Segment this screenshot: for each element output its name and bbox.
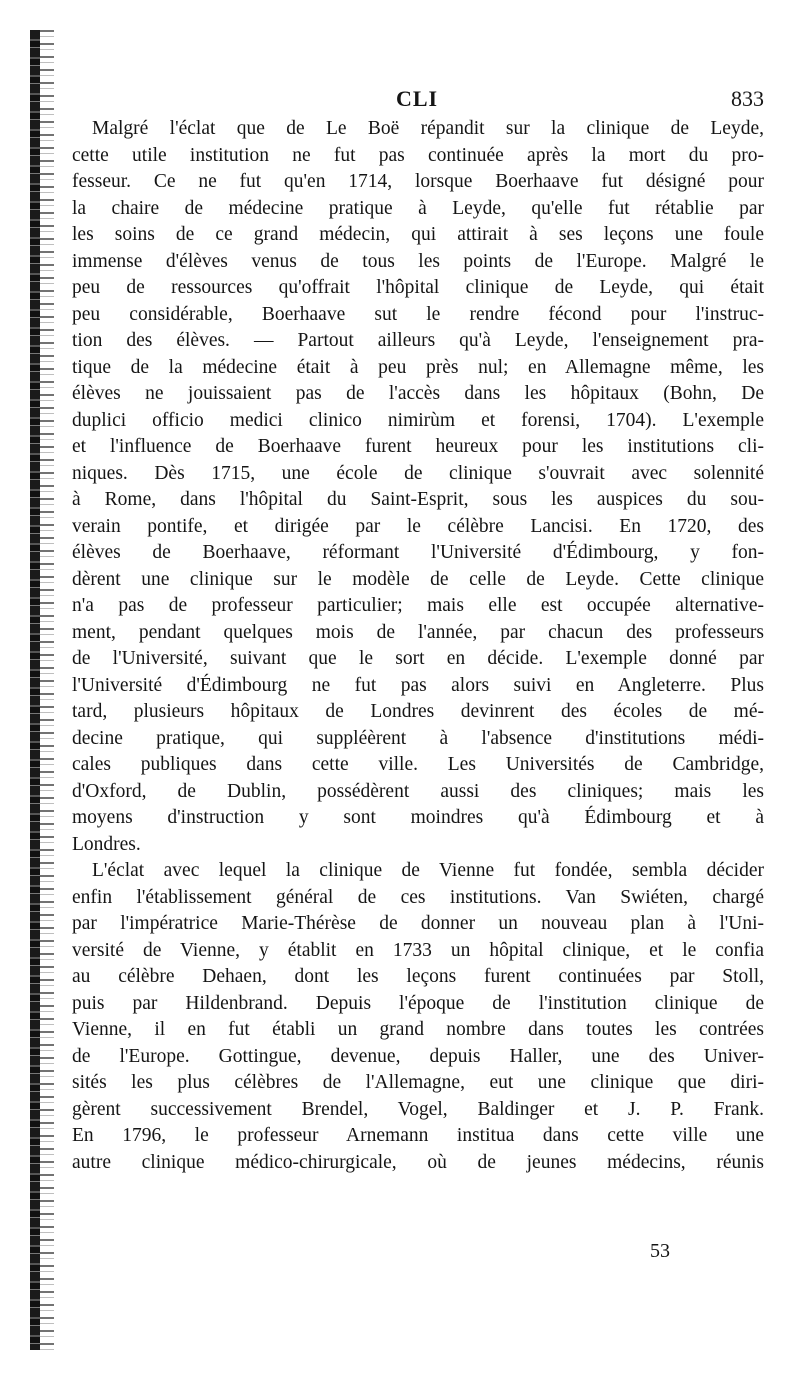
text-line: dèrent une clinique sur le modèle de celle de Leyde. Cette clinique [72, 568, 764, 590]
text-line: de l'Université, suivant que le sort en décide. L'exemple donné par [72, 648, 764, 669]
text-line: les soins de ce grand médecin, qui attirait à ses leçons une foule [72, 224, 764, 245]
text-line: Londres. [72, 833, 141, 855]
paragraph-1 [72, 116, 764, 858]
text-line: En 1796, le professeur Arnemann institua dans cette ville une [72, 1125, 764, 1146]
text-line: élèves de Boerhaave, réformant l'Université d'Édimbourg, y fon- [72, 542, 764, 563]
text-line: cales publiques dans cette ville. Les Universités de Cambridge, [72, 754, 764, 775]
text-line: au célèbre Dehaen, dont les leçons furent continuées par Stoll, [72, 966, 764, 987]
text-line: niques. Dès 1715, une école de clinique s'ouvrait avec solennité [72, 462, 764, 484]
text-line: par l'impératrice Marie-Thérèse de donner un nouveau plan à l'Uni- [72, 913, 764, 934]
text-line: puis par Hildenbrand. Depuis l'époque de l'institution clinique de [72, 992, 764, 1014]
text-line: peu considérable, Boerhaave sut le rendre fécond pour l'instruc- [72, 303, 764, 325]
text-line: verain pontife, et dirigée par le célèbre Lancisi. En 1720, des [72, 515, 764, 537]
text-line: immense d'élèves venus de tous les points de l'Europe. Malgré le [72, 250, 764, 272]
text-line: élèves ne jouissaient pas de l'accès dans les hôpitaux (Bohn, De [72, 383, 764, 404]
text-line: n'a pas de professeur particulier; mais elle est occupée alternative- [72, 595, 764, 616]
page-edge-shadow [40, 30, 54, 1350]
text-line: tique de la médecine était à peu près nul; en Allemagne même, les [72, 356, 764, 378]
text-line: versité de Vienne, y établit en 1733 un hôpital clinique, et le confia [72, 939, 764, 961]
body-text [72, 116, 764, 1176]
text-line: Vienne, il en fut établi un grand nombre dans toutes les contrées [72, 1019, 764, 1040]
text-line: ment, pendant quelques mois de l'année, par chacun des professeurs [72, 621, 764, 643]
text-line: sités les plus célèbres de l'Allemagne, eut une clinique que diri- [72, 1072, 764, 1093]
text-line: Malgré l'éclat que de Le Boë répandit sur la clinique de Leyde, [92, 118, 764, 139]
text-line: à Rome, dans l'hôpital du Saint-Esprit, sous les auspices du sou- [72, 489, 764, 510]
text-line: enfin l'établissement général de ces institutions. Van Swiéten, chargé [72, 886, 764, 908]
text-line: gèrent successivement Brendel, Vogel, Baldinger et J. P. Frank. [72, 1098, 764, 1120]
text-line: moyens d'instruction y sont moindres qu'à Édimbourg et à [72, 807, 764, 828]
paragraph-2 [72, 858, 764, 1176]
text-line: la chaire de médecine pratique à Leyde, qu'elle fut rétablie par [72, 197, 764, 219]
text-line: d'Oxford, de Dublin, possédèrent aussi des cliniques; mais les [72, 780, 764, 802]
text-line: L'éclat avec lequel la clinique de Vienne fut fondée, sembla décider [92, 860, 764, 881]
text-line: duplici officio medici clinico nimirùm et forensi, 1704). L'exemple [72, 409, 764, 431]
text-line: cette utile institution ne fut pas continuée après la mort du pro- [72, 144, 764, 166]
text-line: et l'influence de Boerhaave furent heureux pour les institutions cli- [72, 436, 764, 457]
signature-mark: 53 [650, 1240, 670, 1262]
text-line: fesseur. Ce ne fut qu'en 1714, lorsque Boerhaave fut désigné pour [72, 171, 764, 192]
text-line: de l'Europe. Gottingue, devenue, depuis Haller, une des Univer- [72, 1045, 764, 1067]
page-header [72, 86, 764, 116]
text-line: autre clinique médico-chirurgicale, où de jeunes médecins, réunis [72, 1151, 764, 1173]
text-line: tion des élèves. — Partout ailleurs qu'à Leyde, l'enseignement pra- [72, 330, 764, 351]
text-line: l'Université d'Édimbourg ne fut pas alors suivi en Angleterre. Plus [72, 674, 764, 696]
page-number: 833 [731, 86, 764, 111]
running-title: CLI [396, 86, 439, 111]
text-line: peu de ressources qu'offrait l'hôpital clinique de Leyde, qui était [72, 277, 764, 298]
text-line: tard, plusieurs hôpitaux de Londres devinrent des écoles de mé- [72, 701, 764, 722]
text-line: decine pratique, qui suppléèrent à l'absence d'institutions médi- [72, 727, 764, 749]
book-spine-shadow [30, 30, 40, 1350]
